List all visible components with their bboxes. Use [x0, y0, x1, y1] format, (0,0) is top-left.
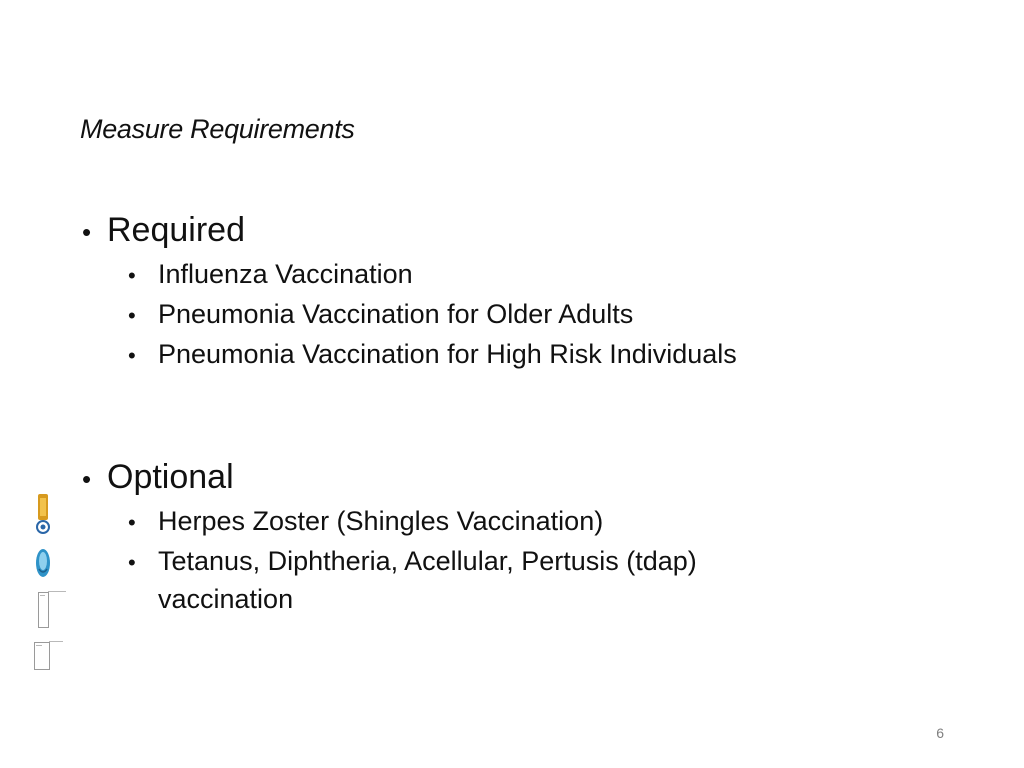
section-optional	[82, 454, 822, 618]
thumbnail-icon	[38, 592, 49, 628]
sub-bullet-list	[82, 502, 822, 618]
slide-title: Measure Requirements	[80, 114, 355, 144]
list-item	[128, 502, 788, 542]
bullet-icon: •	[128, 263, 136, 288]
list-item-text: Pneumonia Vaccination for Older Adults	[158, 299, 634, 329]
bullet-icon: •	[82, 217, 92, 247]
section-heading: Required	[107, 211, 245, 249]
bullet-icon: •	[82, 464, 92, 494]
list-item-text: Influenza Vaccination	[158, 259, 413, 289]
bullet-icon: •	[128, 343, 136, 368]
bullet-item-level-1	[82, 207, 822, 255]
section-required	[82, 207, 822, 375]
bullet-item-level-1	[82, 454, 822, 502]
bullet-icon: •	[128, 510, 136, 535]
list-item	[128, 335, 788, 375]
logo-icon	[36, 494, 50, 536]
list-item-text: Herpes Zoster (Shingles Vaccination)	[158, 506, 604, 536]
thumbnail-icon	[34, 642, 50, 670]
list-item	[128, 542, 788, 618]
section-heading: Optional	[107, 458, 234, 496]
bullet-icon: •	[128, 550, 136, 575]
list-item	[128, 255, 788, 295]
list-item-text: Tetanus, Diphtheria, Acellular, Pertusis (tdap) vaccination	[158, 546, 697, 614]
logo-icon	[35, 547, 51, 579]
list-item	[128, 295, 788, 335]
sub-bullet-list	[82, 255, 822, 375]
list-item-text: Pneumonia Vaccination for High Risk Individuals	[158, 339, 737, 369]
page-number: 6	[936, 725, 944, 741]
bullet-icon: •	[128, 303, 136, 328]
